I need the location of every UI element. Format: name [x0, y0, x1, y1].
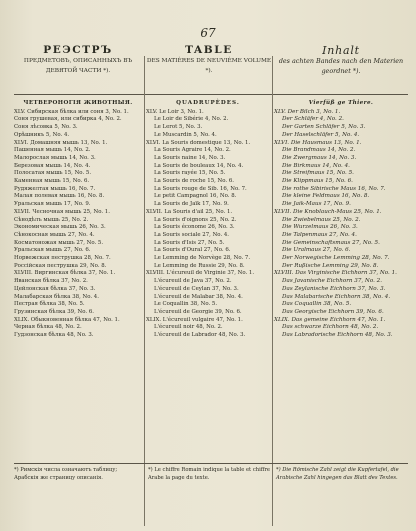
index-entry: L'écureuil de Malabar 38, No. 4. — [154, 293, 243, 300]
index-entry: La Souris rayée 15, No. 5. — [154, 170, 226, 177]
index-entry: Le Lerot 5, No. 3. — [154, 124, 203, 131]
russian-title: РЕЭСТРЪ — [43, 44, 113, 56]
index-entry: XLVII. Die Knoblauch-Maus 25, No. 1. — [274, 208, 382, 215]
index-entry: XLVI. Die Hausmaus 13, No. 1. — [274, 139, 362, 146]
index-entry: La Souris de roche 15, No. 6. — [154, 178, 234, 185]
index-entry: Die Talpenmaus 27, No. 4. — [282, 231, 357, 238]
index-entry: Das Malabarische Eichhorn 38, No. 4. — [282, 293, 391, 300]
index-entry: Le Muscardin 5, No. 4. — [154, 131, 217, 138]
index-entry: Der Haselschläfer 5, No. 4. — [282, 131, 360, 138]
index-entry: XLV. Le Loir 3, No. 1. — [146, 108, 204, 115]
index-entry: XLIX. Das gemeine Eichhorn 47, No. 1. — [274, 316, 386, 323]
index-entry: Соня лѣсовка 5, No. 3. — [14, 124, 78, 131]
index-entry: XLVI. Домашняя мышь 13, No. 1. — [14, 139, 108, 146]
russian-entry-list — [14, 100, 142, 340]
index-entry: Der Rußische Lemming 29, No. 8. — [282, 262, 379, 269]
index-entry: Das Javanische Eichhorn 37, No. 2. — [282, 278, 382, 285]
index-entry: La Souris d'Oural 27, No. 6. — [154, 247, 231, 254]
index-entry: La Souris sociale 27, No. 4. — [154, 231, 230, 238]
french-entry-list — [146, 100, 270, 340]
index-entry: Le Coquallin 38, No. 5. — [154, 301, 218, 308]
index-entry: L'écureuil noir 48, No. 2. — [154, 324, 223, 331]
index-entry: XLVI. La Souris domestique 13, No. 1. — [146, 139, 251, 146]
index-entry: Грузинская бѣлка 39, No. 6. — [14, 308, 94, 315]
index-entry: Малабарская бѣлка 38, No. 4. — [14, 293, 99, 300]
index-entry: Das Zeylanische Eichhorn 37, No. 3. — [282, 285, 386, 292]
index-entry: Die Birkmaus 14, No. 4. — [282, 162, 350, 169]
index-entry: Das Labradorische Eichhorn 48, No. 3. — [282, 332, 393, 339]
index-entry: Черная бѣлка 48, No. 2. — [14, 324, 82, 331]
index-entry: Пестрая бѣлка 38, No. 5. — [14, 301, 85, 308]
index-entry: Уральская мышь 17, No. 9. — [14, 201, 91, 208]
index-entry: Die kleine Feldmaus 16, No. 8. — [282, 193, 370, 200]
index-entry: XLIX. Обыкновенная бѣлка 47, No. 1. — [14, 316, 120, 323]
index-entry: Das Coquallin 38, No. 5. — [282, 301, 352, 308]
index-entry: Соня грушевая, или сибирка 4, No. 2. — [14, 116, 122, 123]
index-entry: L'écureuil de Ceylan 37, No. 3. — [154, 285, 239, 292]
index-entry: Березовая мышь 14, No. 4. — [14, 162, 91, 169]
section-heading: ЧЕТВЕРОНОГІЯ ЖИВОТНЫЯ. — [23, 100, 133, 106]
index-entry: La Souris d'oignons 25, No. 2. — [154, 216, 237, 223]
column-divider — [144, 56, 145, 526]
index-entry: Le petit Campagnol 16, No. 8. — [154, 193, 237, 200]
index-entry: Норвежская пеструшка 28, No. 7. — [14, 255, 111, 262]
index-entry: Die Zwiebelmaus 25, No. 2. — [282, 216, 361, 223]
index-entry: XLV. Der Bilch 3, No. 1. — [274, 108, 341, 115]
index-entry: Полосатая мышь 15, No. 5. — [14, 170, 92, 177]
index-entry: La Souris de Jaïk 17, No. 9. — [154, 201, 229, 208]
index-entry: Die Gemeinschaftsmaus 27, No. 5. — [282, 239, 380, 246]
index-entry: Яванская бѣлка 37, No. 2. — [14, 278, 88, 285]
index-entry: XLIX. L'écureuil vulgaire 47, No. 1. — [146, 316, 243, 323]
german-title: Inhalt — [322, 44, 360, 57]
index-entry: La Souris Agraire 14, No. 2. — [154, 147, 231, 154]
index-entry: Рудяжелтая мышь 16, No. 7. — [14, 185, 96, 192]
index-entry: La Souris rouge de Sib. 16, No. 7. — [154, 185, 247, 192]
index-entry: XLVIII. L'écureuil de Virginie 37, No. 1. — [146, 270, 255, 277]
footnote-rule — [14, 463, 408, 464]
index-entry: Die rothe Sibirische Maus 16, No. 7. — [282, 185, 386, 192]
index-entry: Die Klippmaus 15, No. 6. — [282, 178, 353, 185]
index-entry: Die Zwergmaus 14, No. 3. — [282, 154, 357, 161]
german-footnote: *) Die Römische Zahl zeigt die Kupfertafel, die Arabische Zahl hingegen das Blatt des Textes. — [276, 467, 399, 481]
index-entry: Косматоножая мышь 27, No. 5. — [14, 239, 104, 246]
index-entry: Малорослая мышь 14, No. 3. — [14, 154, 96, 161]
index-entry: La Souris d'Isis 27, No. 5. — [154, 239, 225, 246]
page-number: 67 — [200, 26, 216, 40]
index-entry: Сѣнодѣлъ мышь 25, No. 2. — [14, 216, 89, 223]
index-entry: Die Streifmaus 15, No. 5. — [282, 170, 354, 177]
index-entry: Die Brandmaus 14, No. 2. — [282, 147, 356, 154]
index-entry: L'écureuil de Java 37, No. 2. — [154, 278, 232, 285]
index-entry: Гудзонская бѣлка 48, No. 3. — [14, 332, 94, 339]
french-footnote: *) Le chiffre Romain indique la table et chiffre Arabe la page du texte. — [148, 467, 270, 481]
index-entry: Уральская мышь 27, No. 6. — [14, 247, 91, 254]
index-entry: Каменная мышь 15, No. 6. — [14, 178, 90, 185]
index-entry: XLV. Сибирская бѣлка или соня 3, No. 1. — [14, 108, 129, 115]
index-entry: Die Jaik-Maus 17, No. 9. — [282, 201, 351, 208]
german-subtitle: des achten Bandes nach den Materien geordnet *). — [278, 57, 404, 75]
section-heading: Vierfüß ge Thiere. — [308, 100, 374, 106]
index-entry: Die Wurzelmaus 26, No. 3. — [282, 224, 358, 231]
russian-subtitle: ПРЕДМЕТОВЪ, ОПИСАННЫХЪ ВЪ ДЕВЯТОЙ ЧАСТИ *). — [23, 58, 133, 74]
index-entry: Орѣшникъ 5, No. 4. — [14, 131, 70, 138]
index-entry: Россійская пеструшка 29, No. 8. — [14, 262, 107, 269]
index-entry: Le Lemming de Russie 29, No. 8. — [154, 262, 245, 269]
index-entry: Le Lemming de Norvège 28, No. 7. — [154, 255, 251, 262]
column-divider — [272, 56, 273, 526]
french-subtitle: DES MATIÈRES DE NEUVIÈME VOLUME *). — [146, 58, 272, 74]
index-entry: XLVIII. Виргинская бѣлка 37, No. 1. — [14, 270, 116, 277]
index-entry: Сѣнокосная мышь 27, No. 4. — [14, 231, 95, 238]
index-entry: L'écureuil de Labrador 48, No. 3. — [154, 332, 246, 339]
index-entry: Цейлонская бѣлка 37, No. 3. — [14, 285, 96, 292]
index-entry: Der Norwegische Lemming 28, No. 7. — [282, 255, 390, 262]
index-entry: Die Uralmaus 27, No. 6. — [282, 247, 351, 254]
index-entry: Пашенная мышь 14, No. 2. — [14, 147, 91, 154]
index-entry: Экономическая мышь 26, No. 3. — [14, 224, 106, 231]
german-entry-list — [274, 100, 408, 340]
index-entry: La Souris de bouleaux 14, No. 4. — [154, 162, 244, 169]
index-entry: Малая полевая мышь 16, No. 8. — [14, 193, 105, 200]
index-entry: XLVII. La Souris d'ail 25, No. 1. — [146, 208, 233, 215]
index-entry: Das Georgische Eichhorn 39, No. 6. — [282, 308, 384, 315]
section-heading: QUADRUPÈDES. — [176, 100, 240, 106]
index-entry: La Souris économe 26, No. 3. — [154, 224, 235, 231]
french-title: TABLE — [185, 44, 233, 56]
index-entry: Das schwarze Eichhorn 48, No. 2. — [282, 324, 379, 331]
index-entry: XLVII. Чесночная мышь 25, No. 1. — [14, 208, 110, 215]
index-entry: XLVIII. Das Virginische Eichhorn 37, No. 1. — [274, 270, 397, 277]
index-entry: Der Schläfer 4, No. 2. — [282, 116, 344, 123]
header-rule — [14, 94, 408, 95]
russian-footnote: *) Римскія числа означаютъ таблицу; Арабскія же страницу описанія. — [14, 467, 118, 481]
index-entry: Der Garten Schläfer 5, No. 3. — [282, 124, 366, 131]
index-entry: La Souris naine 14, No. 3. — [154, 154, 226, 161]
index-entry: Le Loir de Sibérie 4, No. 2. — [154, 116, 229, 123]
index-entry: L'écureuil de Georgie 39, No. 6. — [154, 308, 242, 315]
